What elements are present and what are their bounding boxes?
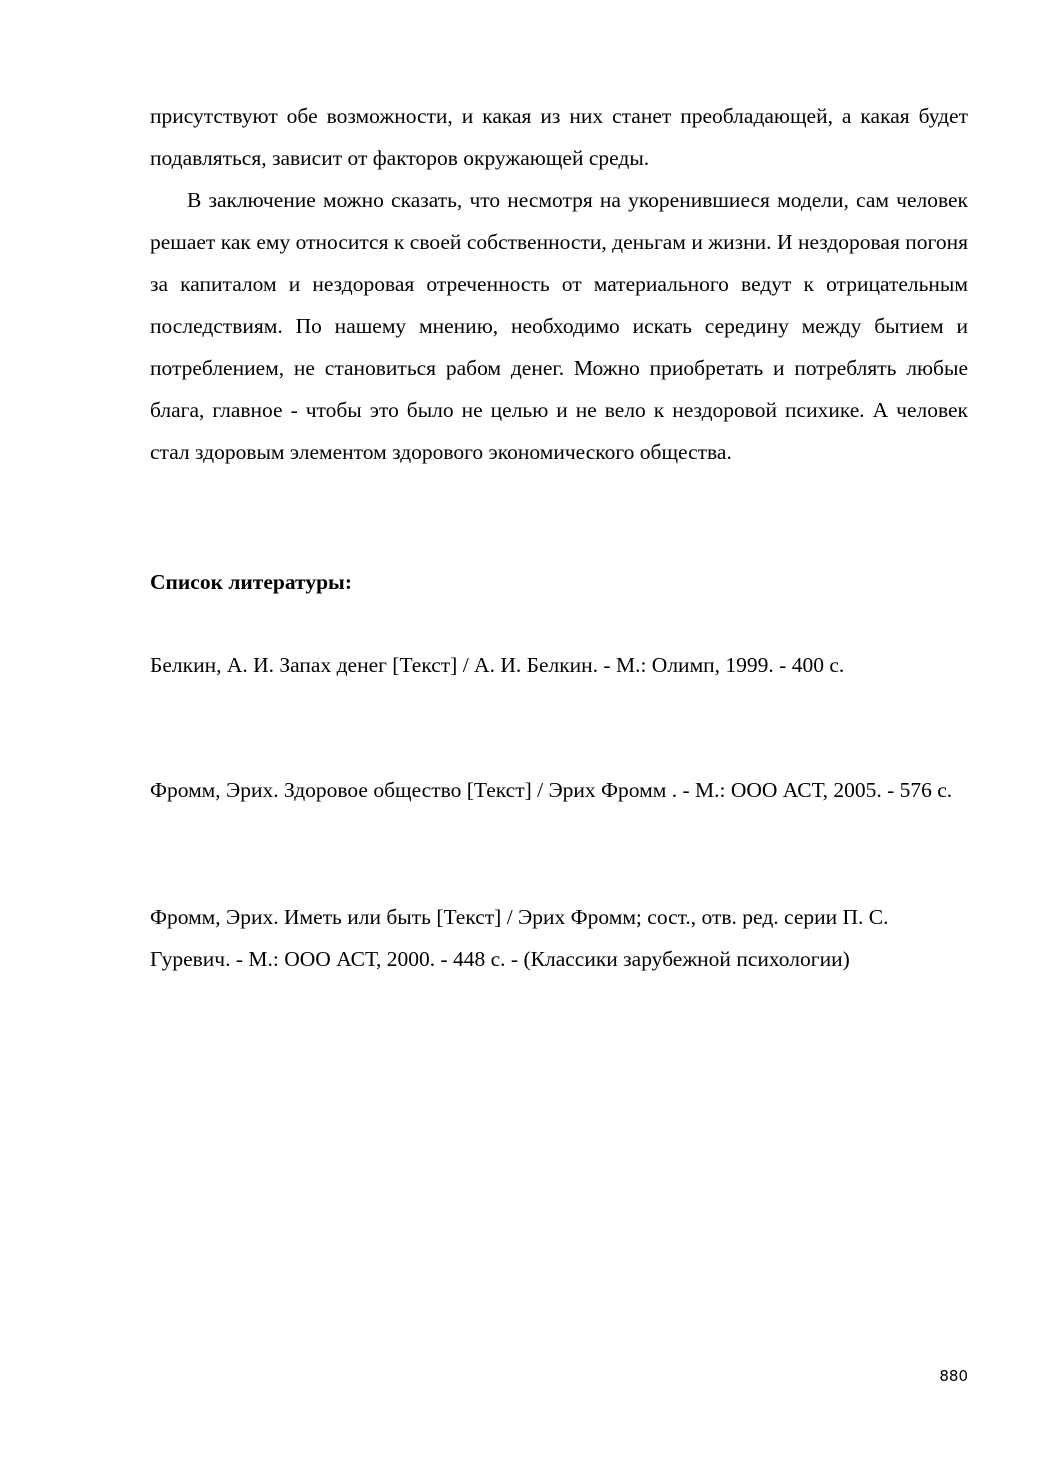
- reference-item-2: Фромм, Эрих. Здоровое общество [Текст] / Эрих Фромм . - М.: ООО АСТ, 2005. - 576 с.: [150, 778, 953, 802]
- body-paragraph-continuation: присутствуют обе возможности, и какая из них станет преобладающей, а какая будет подавляться, зависит от факторов окружающей среды.: [150, 104, 968, 170]
- page-number: 880: [939, 1367, 968, 1385]
- reference-item-3: Фромм, Эрих. Иметь или быть [Текст] / Эрих Фромм; сост., отв. ред. серии П. С. Гуревич. - М.: ООО АСТ, 2000. - 448 с. - (Классики зарубежной психологии): [150, 905, 889, 971]
- references-heading: Список литературы:: [150, 570, 352, 594]
- document-page: [150, 95, 968, 971]
- reference-item-1: Белкин, А. И. Запах денег [Текст] / А. И. Белкин. - М.: Олимп, 1999. - 400 с.: [150, 653, 845, 677]
- body-paragraph-conclusion: В заключение можно сказать, что несмотря на укоренившиеся модели, сам человек решает как ему относится к своей собственности, деньгам и жизни. И нездоровая погоня за капиталом и нездоровая отреченность от материального ведут к отрицательным последствиям. По нашему мнению, необходимо искать середину между бытием и потреблением, не становиться рабом денег. Можно приобретать и потреблять любые блага, главное - чтобы это было не целью и не вело к нездоровой психике. А человек стал здоровым элементом здорового экономического общества.: [150, 188, 968, 464]
